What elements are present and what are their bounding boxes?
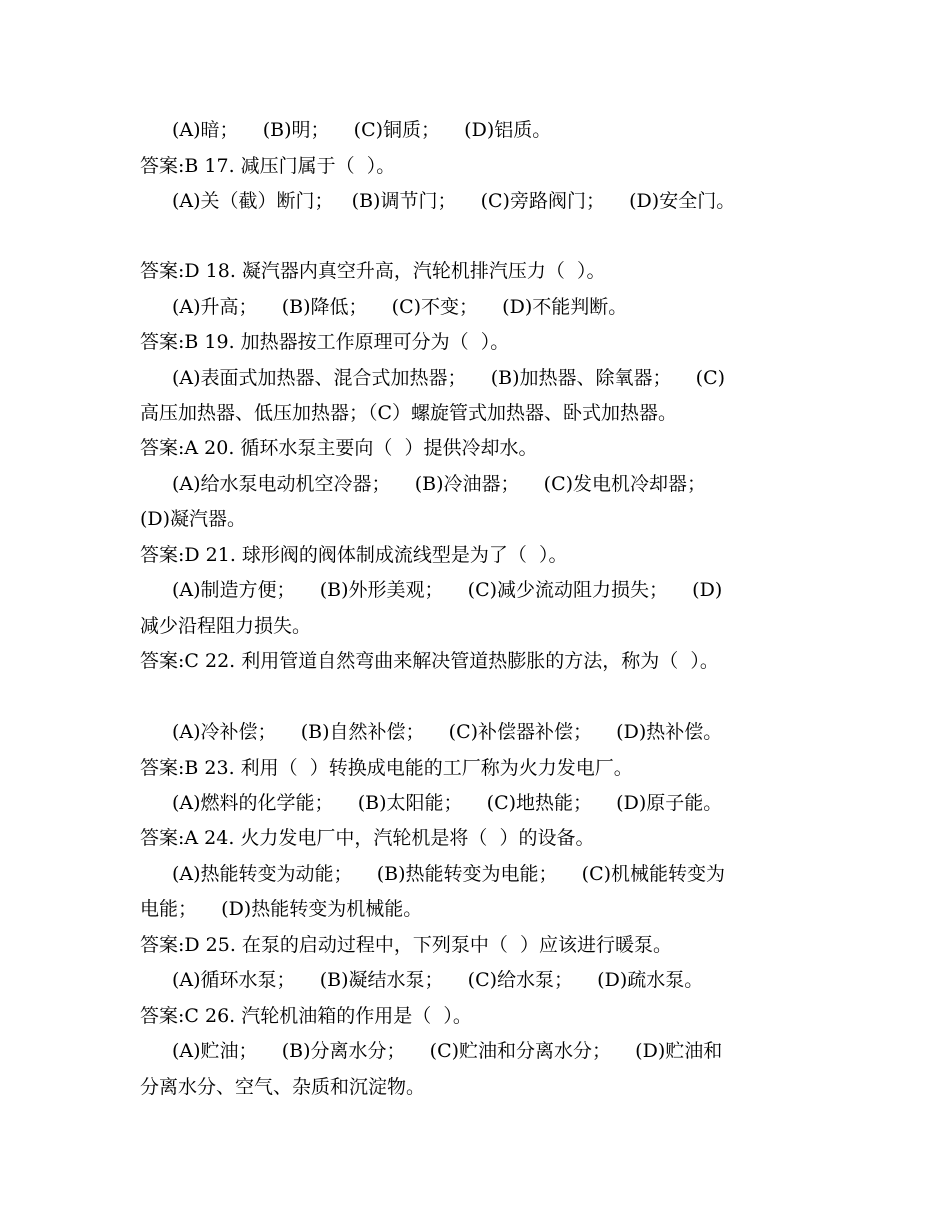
q26-options-line1: (A)贮油； (B)分离水分； (C)贮油和分离水分； (D)贮油和	[172, 1040, 723, 1062]
q17-answer-and-question: 答案:B 17. 减压门属于（ ）。	[140, 155, 396, 177]
q26-options-line2: 分离水分、空气、杂质和沉淀物。	[140, 1076, 426, 1098]
q20-options-line1: (A)给水泵电动机空冷器； (B)冷油器； (C)发电机冷却器；	[172, 473, 707, 495]
q22-answer-and-question: 答案:C 22. 利用管道自然弯曲来解决管道热膨胀的方法，称为（ ）。	[140, 650, 719, 672]
q17-options: (A)关（截）断门； (B)调节门； (C)旁路阀门； (D)安全门。	[172, 190, 736, 212]
q18-answer-and-question: 答案:D 18. 凝汽器内真空升高，汽轮机排汽压力（ ）。	[140, 260, 606, 282]
q20-options-line2: (D)凝汽器。	[140, 508, 247, 530]
q26-answer-and-question: 答案:C 26. 汽轮机油箱的作用是（ ）。	[140, 1005, 472, 1027]
q24-answer-and-question: 答案:A 24. 火力发电厂中，汽轮机是将（ ）的设备。	[140, 827, 595, 849]
q23-answer-and-question: 答案:B 23. 利用（ ）转换成电能的工厂称为火力发电厂。	[140, 757, 633, 779]
q21-answer-and-question: 答案:D 21. 球形阀的阀体制成流线型是为了（ ）。	[140, 544, 568, 566]
q24-options-line1: (A)热能转变为动能； (B)热能转变为电能； (C)机械能转变为	[172, 863, 726, 885]
q22-options: (A)冷补偿； (B)自然补偿； (C)补偿器补偿； (D)热补偿。	[172, 721, 723, 743]
q19-options-line2: 高压加热器、低压加热器；（C）螺旋管式加热器、卧式加热器。	[140, 402, 678, 424]
q25-options: (A)循环水泵； (B)凝结水泵； (C)给水泵； (D)疏水泵。	[172, 969, 704, 991]
q16-options: (A)暗； (B)明； (C)铜质； (D)铝质。	[172, 119, 552, 141]
q19-answer-and-question: 答案:B 19. 加热器按工作原理可分为（ ）。	[140, 331, 510, 353]
q23-options: (A)燃料的化学能； (B)太阳能； (C)地热能； (D)原子能。	[172, 792, 723, 814]
q20-answer-and-question: 答案:A 20. 循环水泵主要向（ ）提供冷却水。	[140, 437, 538, 459]
q18-options: (A)升高； (B)降低； (C)不变； (D)不能判断。	[172, 296, 628, 318]
q21-options-line2: 减少沿程阻力损失。	[140, 615, 312, 637]
q24-options-line2: 电能； (D)热能转变为机械能。	[140, 898, 423, 920]
q25-answer-and-question: 答案:D 25. 在泵的启动过程中，下列泵中（ ）应该进行暖泵。	[140, 934, 673, 956]
q21-options-line1: (A)制造方便； (B)外形美观； (C)减少流动阻力损失； (D)	[172, 579, 723, 601]
q19-options-line1: (A)表面式加热器、混合式加热器； (B)加热器、除氧器； (C)	[172, 367, 726, 389]
